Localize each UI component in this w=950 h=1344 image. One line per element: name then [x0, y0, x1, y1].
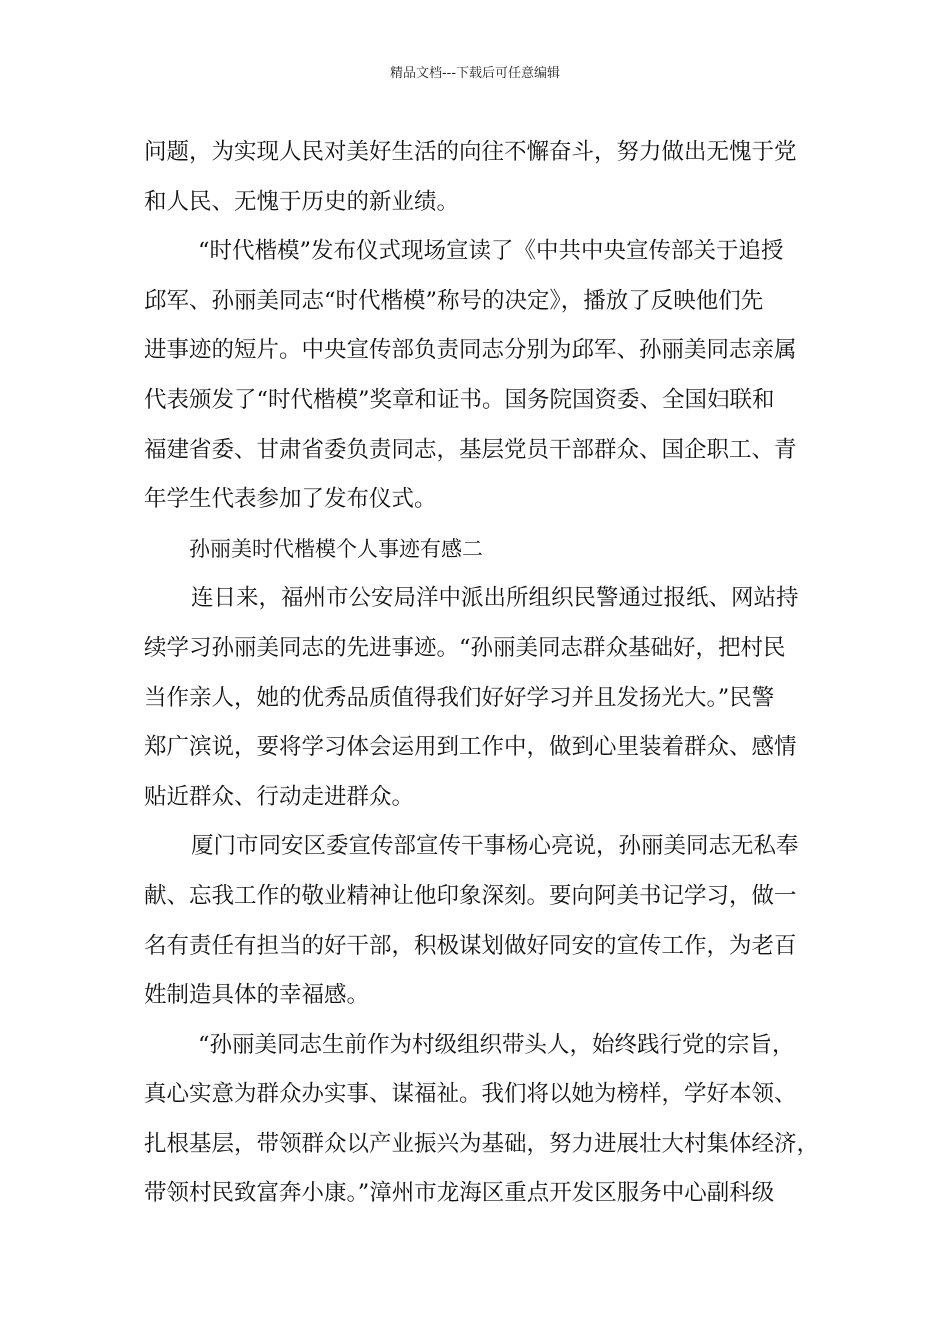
- paragraph-start: 连日来，福州市公安局洋中派出所组织民警通过报纸、网站持: [191, 585, 799, 612]
- text-line: 姓制造具体的幸福感。: [144, 982, 370, 1009]
- text-line: 扎根基层，带领群众以产业振兴为基础，努力进展壮大村集体经济，: [144, 1130, 820, 1157]
- page-header: 精品文档---下载后可任意编辑: [389, 66, 561, 81]
- text-line: 贴近群众、行动走进群众。: [144, 783, 415, 810]
- text-line: 名有责任有担当的好干部，积极谋划做好同安的宣传工作，为老百: [144, 932, 797, 959]
- text-line: 福建省委、甘肃省委负责同志，基层党员干部群众、国企职工、青: [144, 436, 797, 463]
- text-line: 郑广滨说，要将学习体会运用到工作中，做到心里装着群众、感情: [144, 734, 797, 761]
- text-line: 真心实意为群众办实事、谋福祉。我们将以她为榜样，学好本领、: [144, 1081, 797, 1108]
- text-line: 邱军、孙丽美同志“时代楷模”称号的决定》，播放了反映他们先: [144, 287, 764, 314]
- text-line: 进事迹的短片。中央宣传部负责同志分别为邱军、孙丽美同志亲属: [144, 337, 797, 364]
- text-line: 续学习孙丽美同志的先进事迹。“孙丽美同志群众基础好，把村民: [144, 634, 786, 661]
- text-line: 当作亲人，她的优秀品质值得我们好好学习并且发扬光大。”民警: [144, 684, 775, 711]
- document-body: [144, 128, 824, 1219]
- section-heading: 孙丽美时代楷模个人事迹有感二: [189, 536, 483, 561]
- text-line: 带领村民致富奔小康。”漳州市龙海区重点开发区服务中心副科级: [144, 1180, 775, 1207]
- text-line: 代表颁发了“时代楷模”奖章和证书。国务院国资委、全国妇联和: [144, 386, 775, 413]
- paragraph-start: “孙丽美同志生前作为村级组织带头人，始终践行党的宗旨，: [198, 1031, 795, 1058]
- paragraph-start: “时代楷模”发布仪式现场宣读了《中共中央宣传部关于追授: [198, 238, 784, 265]
- paragraph-start: 厦门市同安区委宣传部宣传干事杨心亮说，孙丽美同志无私奉: [191, 833, 799, 860]
- text-line: 年学生代表参加了发布仪式。: [144, 486, 437, 513]
- text-line: 献、忘我工作的敬业精神让他印象深刻。要向阿美书记学习，做一: [144, 882, 797, 909]
- text-line: 和人民、无愧于历史的新业绩。: [144, 188, 460, 215]
- text-line: 问题，为实现人民对美好生活的向往不懈奋斗，努力做出无愧于党: [144, 139, 797, 165]
